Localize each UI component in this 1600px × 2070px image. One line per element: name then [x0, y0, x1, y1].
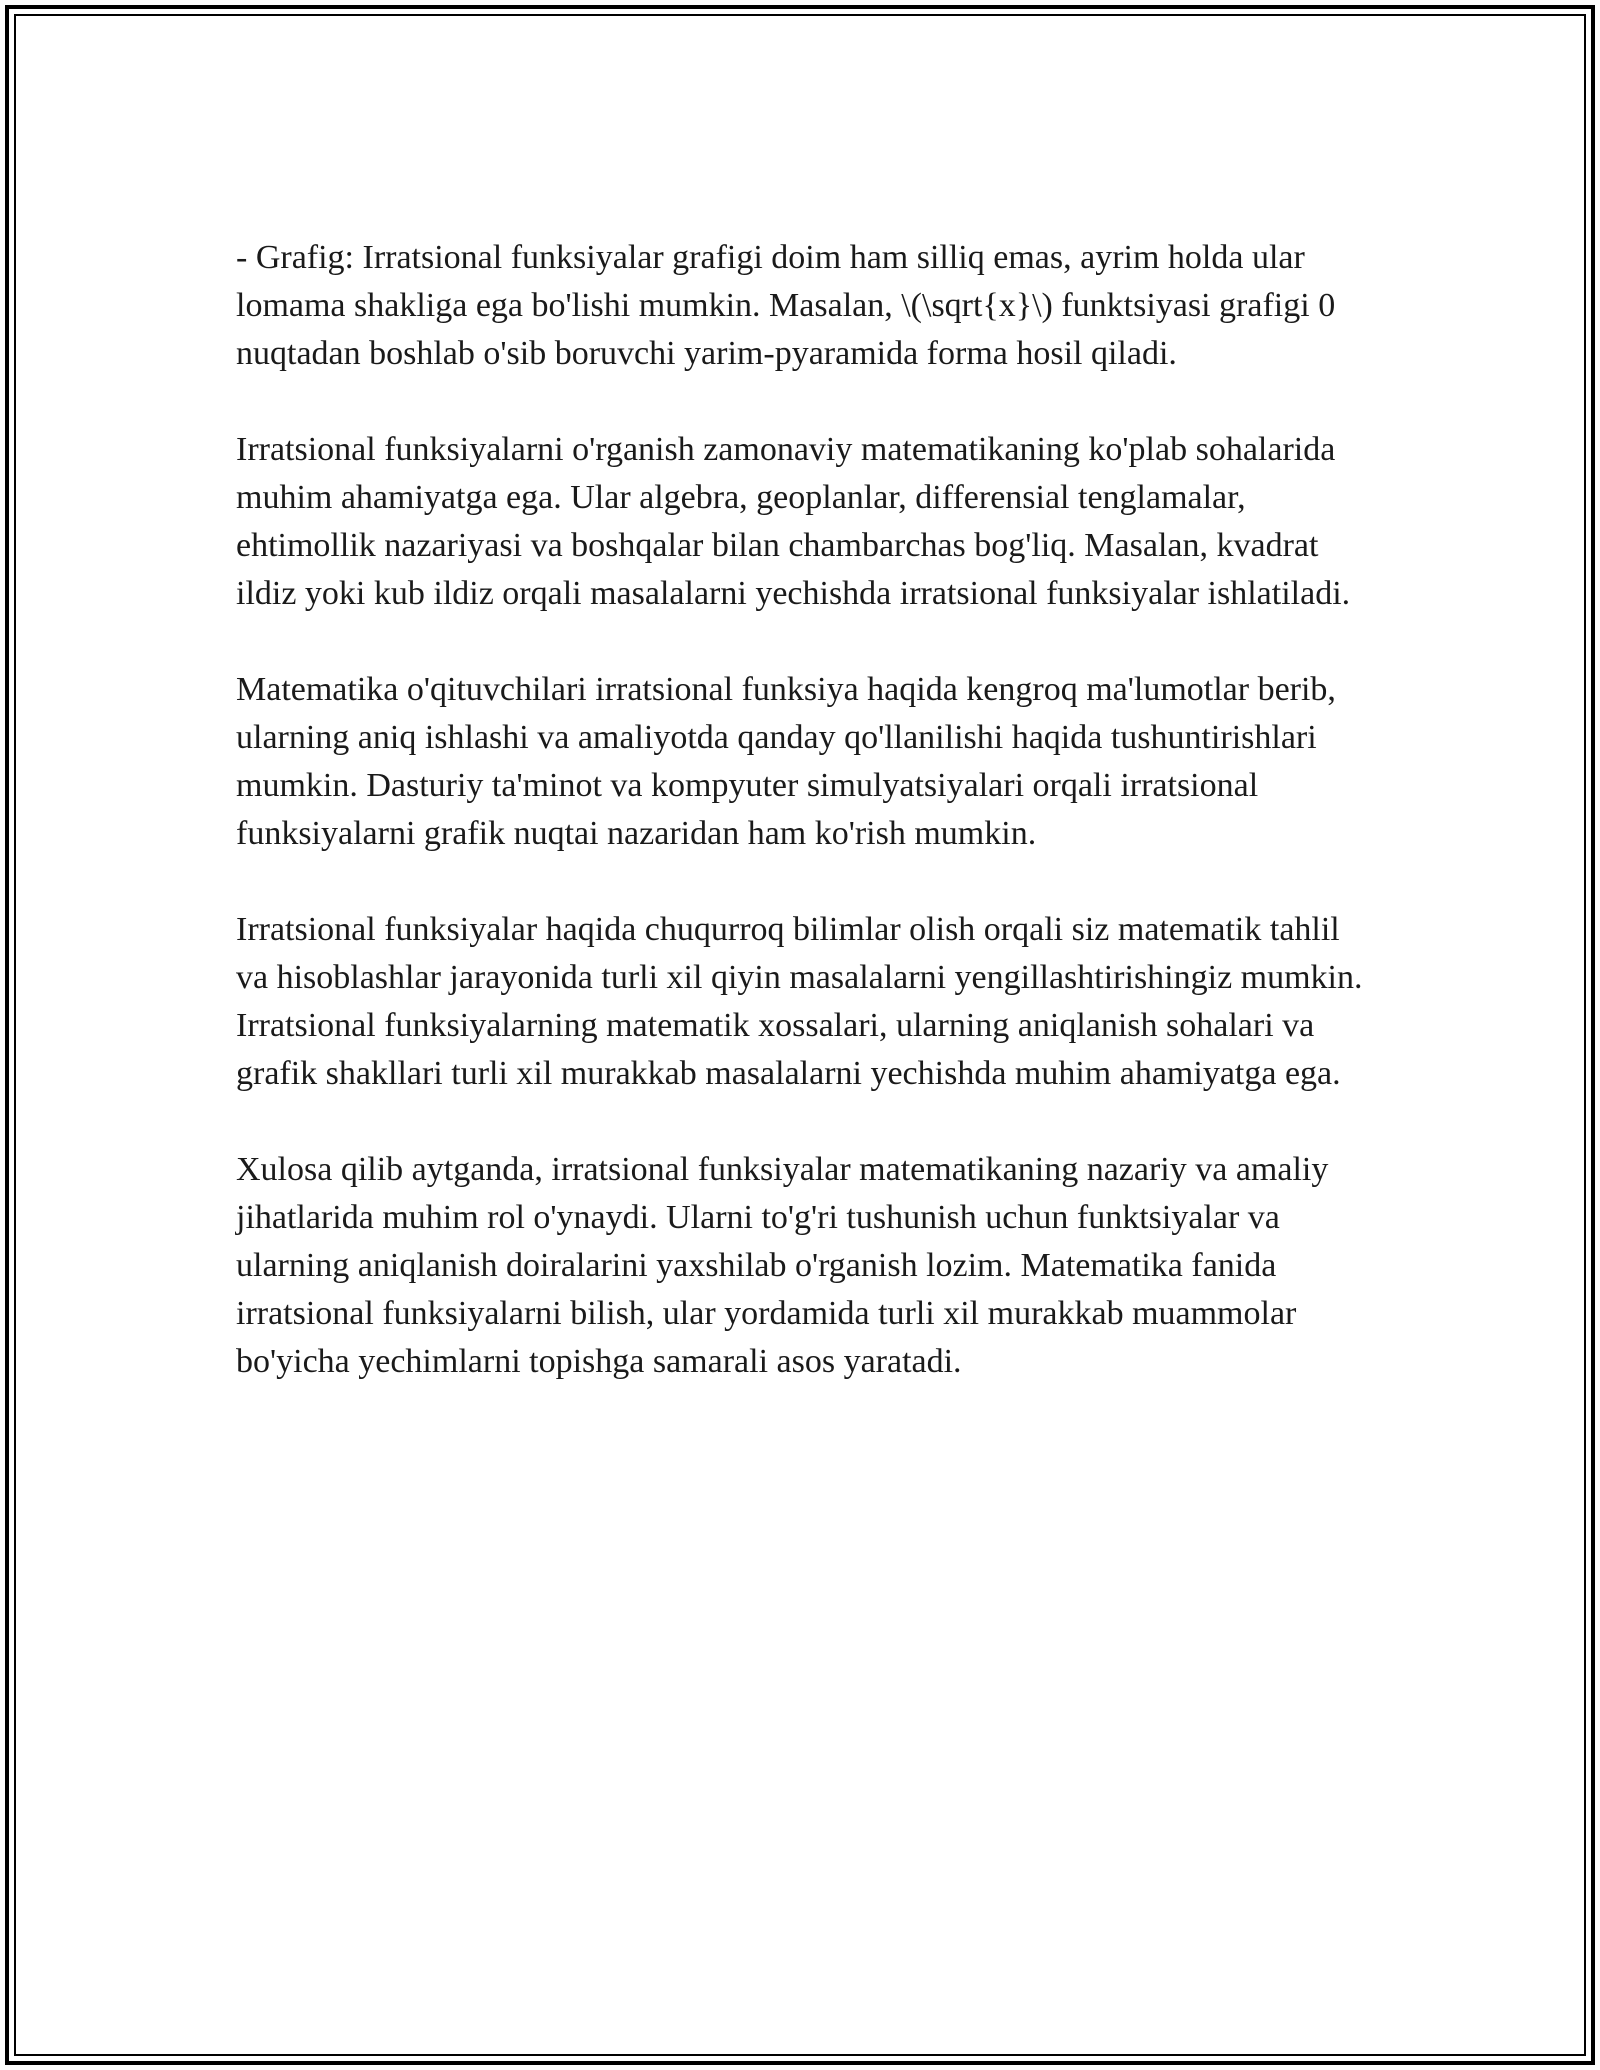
document-body	[236, 234, 1366, 1434]
paragraph-conclusion: Xulosa qilib aytganda, irratsional funksiyalar matematikaning nazariy va amaliy jihatlarida muhim rol o'ynaydi. Ularni to'g'ri tushunish uchun funktsiyalar va ularning aniqlanish doiralarini yaxshilab o'rganish lozim. Matematika fanida irratsional funksiyalarni bilish, ular yordamida turli xil murakkab muammolar bo'yicha yechimlarni topishga samarali asos yaratadi.	[236, 1151, 1329, 1380]
paragraph-grafig: - Grafig: Irratsional funksiyalar grafigi doim ham silliq emas, ayrim holda ular lomama shakliga ega bo'lishi mumkin. Masalan, \(\sqrt{x}\) funktsiyasi grafigi 0 nuqtadan boshlab o'sib boruvchi yarim-pyaramida forma hosil qiladi.	[236, 239, 1336, 372]
paragraph-importance: Irratsional funksiyalarni o'rganish zamonaviy matematikaning ko'plab sohalarida muhim ahamiyatga ega. Ular algebra, geoplanlar, differensial tenglamalar, ehtimollik nazariyasi va boshqalar bilan chambarchas bog'liq. Masalan, kvadrat ildiz yoki kub ildiz orqali masalalarni yechishda irratsional funksiyalar ishlatiladi.	[236, 431, 1351, 612]
paragraph-teachers: Matematika o'qituvchilari irratsional funksiya haqida kengroq ma'lumotlar berib, ularning aniq ishlashi va amaliyotda qanday qo'llanilishi haqida tushuntirishlari mumkin. Dasturiy ta'minot va kompyuter simulyatsiyalari orqali irratsional funksiyalarni grafik nuqtai nazaridan ham ko'rish mumkin.	[236, 671, 1336, 852]
paragraph-deeper-knowledge: Irratsional funksiyalar haqida chuqurroq bilimlar olish orqali siz matematik tahlil va hisoblashlar jarayonida turli xil qiyin masalalarni yengillashtirishingiz mumkin. Irratsional funksiyalarning matematik xossalari, ularning aniqlanish sohalari va grafik shakllari turli xil murakkab masalalarni yechishda muhim ahamiyatga ega.	[236, 911, 1363, 1092]
